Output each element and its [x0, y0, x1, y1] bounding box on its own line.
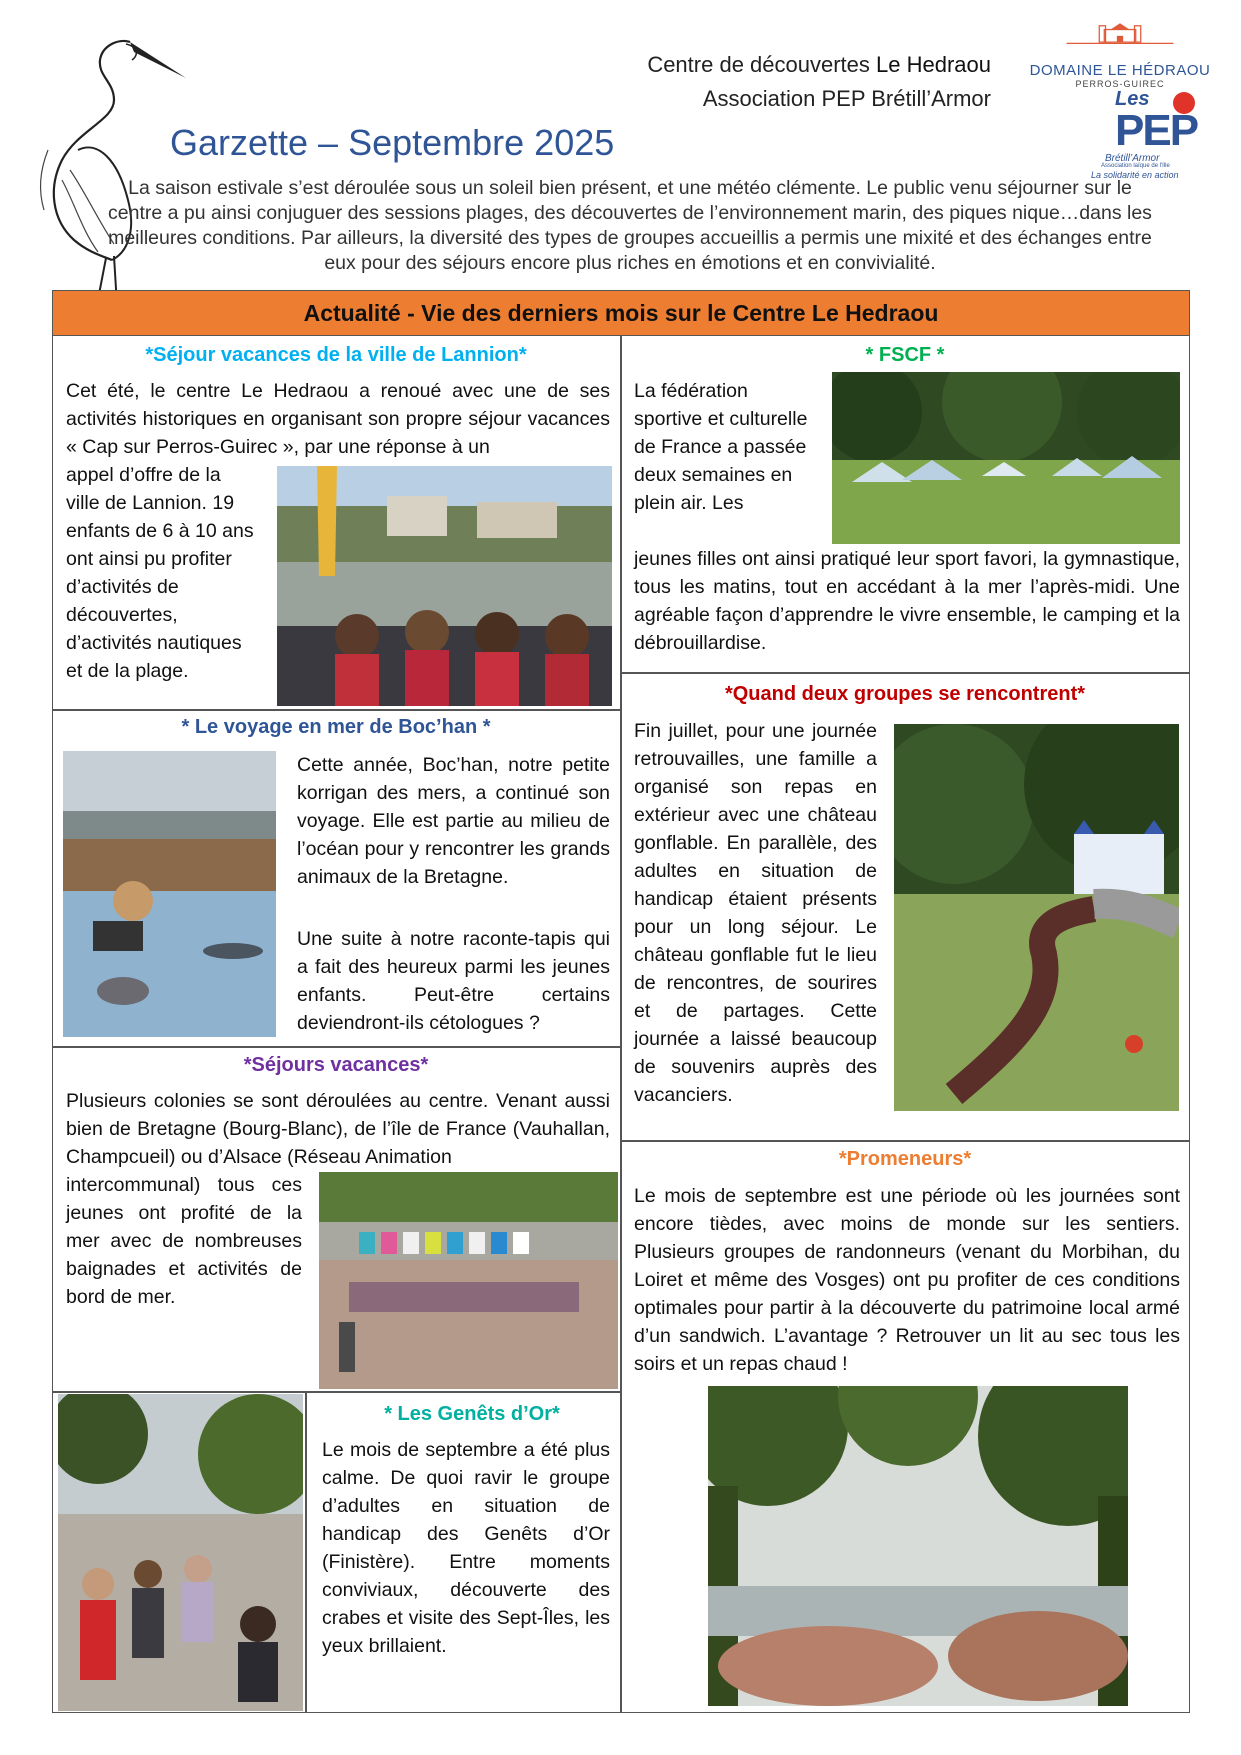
fscf-text-side: La fédération sportive et culturelle de France a passée deux semaines en plein air. Les: [634, 380, 808, 514]
intro-paragraph: La saison estivale s’est déroulée sous un soleil bien présent, et une météo clémente. Le public venu séjourner sur le centre a pu ainsi conjuguer des sessions plages, des découvertes de l’environnement marin, des piques nique…dans les meilleures conditions. Par ailleurs, la diversité des types de groupes accueillis a permis une mixité et des échanges entre eux pour des séjours encore plus riches en émotions et en convivialité.: [108, 177, 1152, 274]
sejours-text-side: intercommunal) tous ces jeunes ont profité de la mer avec de nombreuses baignades et activités de bord de mer.: [66, 1174, 302, 1308]
fscf-title: * FSCF *: [865, 344, 945, 366]
sejours-photo: [319, 1172, 618, 1389]
sejours-text-top: Plusieurs colonies se sont déroulées au centre. Venant aussi bien de Bretagne (Bourg-Blanc), de l’île de France (Vauhallan, Champcueil) ou d’Alsace (Réseau Animation: [66, 1090, 610, 1168]
genets-text: Le mois de septembre a été plus calme. De quoi ravir le groupe d’adultes en situation de handicap des Genêts d’Or (Finistère). Entre moments conviviaux, découverte des crabes et visite des Sept-Îles, les yeux brillaient.: [322, 1439, 610, 1657]
promeneurs-title: *Promeneurs*: [838, 1148, 972, 1170]
fscf-photo: [832, 372, 1180, 544]
lannion-text-top: Cet été, le centre Le Hedraou a renoué avec une de ses activités historiques en organisant son propre séjour vacances « Cap sur Perros-Guirec », par une réponse à un: [66, 380, 610, 458]
castle-icon: [1025, 22, 1215, 66]
pep-logo-small: Association laïque de l'Ille: [1101, 163, 1170, 169]
genets-divider: [305, 1392, 307, 1713]
centre-label: Centre de découvertes: [647, 52, 870, 77]
domaine-logo-name: DOMAINE LE HÉDRAOU: [1029, 62, 1211, 79]
pep-logo-les: Les: [1115, 88, 1150, 110]
divider-left-1: [52, 709, 620, 711]
divider-left-2: [52, 1046, 620, 1048]
genets-photo: [58, 1394, 303, 1711]
header-centre-line: [647, 52, 991, 78]
bochan-text-p2: Une suite à notre raconte-tapis qui a fait des heureux parmi les jeunes enfants. Peut-être certains deviendront-ils cétologues ?: [297, 928, 610, 1034]
sejours-title: *Séjours vacances*: [243, 1054, 429, 1076]
pep-logo-tagline: La solidarité en action: [1091, 170, 1179, 180]
page-title: Garzette – Septembre 2025: [170, 122, 615, 163]
domaine-logo-town: PERROS-GUIREC: [1075, 79, 1165, 89]
pep-logo-region: Brétill’Armor: [1105, 153, 1160, 164]
news-banner: Actualité - Vie des derniers mois sur le Centre Le Hedraou: [53, 291, 1189, 336]
lannion-photo: [277, 466, 612, 706]
bochan-title: * Le voyage en mer de Boc’han *: [181, 716, 491, 738]
divider-left-3: [52, 1391, 620, 1393]
fscf-text-bottom: jeunes filles ont ainsi pratiqué leur sport favori, la gymnastique, tous les matins, tout en accédant à la mer l’après-midi. Une agréable façon d’apprendre le vivre ensemble, le camping et la débrouillardise.: [634, 548, 1180, 654]
genets-title: * Les Genêts d’Or*: [384, 1403, 560, 1425]
bochan-photo: [63, 751, 276, 1037]
lannion-text-side: appel d’offre de la ville de Lannion. 19 enfants de 6 à 10 ans ont ainsi pu profiter d’activités de découvertes, d’activités nautiques et de la plage.: [66, 464, 254, 682]
rencontre-text: Fin juillet, pour une journée retrouvailles, une famille a organisé son repas en extérieur avec une château gonflable. En parallèle, des adultes en situation de handicap étaient présents pour un long séjour. Le château gonflable fut le lieu de rencontres, de sourires et de partages. Cette journée a laissé beaucoup de souvenirs auprès des vacanciers.: [634, 720, 877, 1106]
column-divider: [620, 336, 622, 1713]
lannion-title: *Séjour vacances de la ville de Lannion*: [145, 344, 527, 366]
domaine-le-hedraou-logo: [1025, 22, 1215, 92]
rencontre-title: *Quand deux groupes se rencontrent*: [724, 683, 1086, 705]
divider-right-1: [621, 672, 1190, 674]
promeneurs-text: Le mois de septembre est une période où les journées sont encore tièdes, avec moins de monde sur les sentiers. Plusieurs groupes de randonneurs (venant du Morbihan, du Loiret et même des Vosges) ont pu profiter de ces conditions optimales pour partir à la découverte du patrimoine local armé d’un sandwich. L’avantage ? Retrouver un lit au sec tous les soirs et un repas chaud !: [634, 1185, 1180, 1375]
pep-logo-word: PEP: [1115, 106, 1198, 155]
pep-logo: [1085, 88, 1220, 183]
header-association-line: Association PEP Brétill’Armor: [702, 86, 991, 111]
promeneurs-photo: [708, 1386, 1128, 1706]
centre-name: Le Hedraou: [876, 52, 991, 77]
divider-right-2: [621, 1140, 1190, 1142]
rencontre-photo: [894, 724, 1179, 1111]
bochan-text-p1: Cette année, Boc’han, notre petite korrigan des mers, a continué son voyage. Elle est partie au milieu de l’océan pour y rencontrer les grands animaux de la Bretagne.: [297, 754, 610, 888]
